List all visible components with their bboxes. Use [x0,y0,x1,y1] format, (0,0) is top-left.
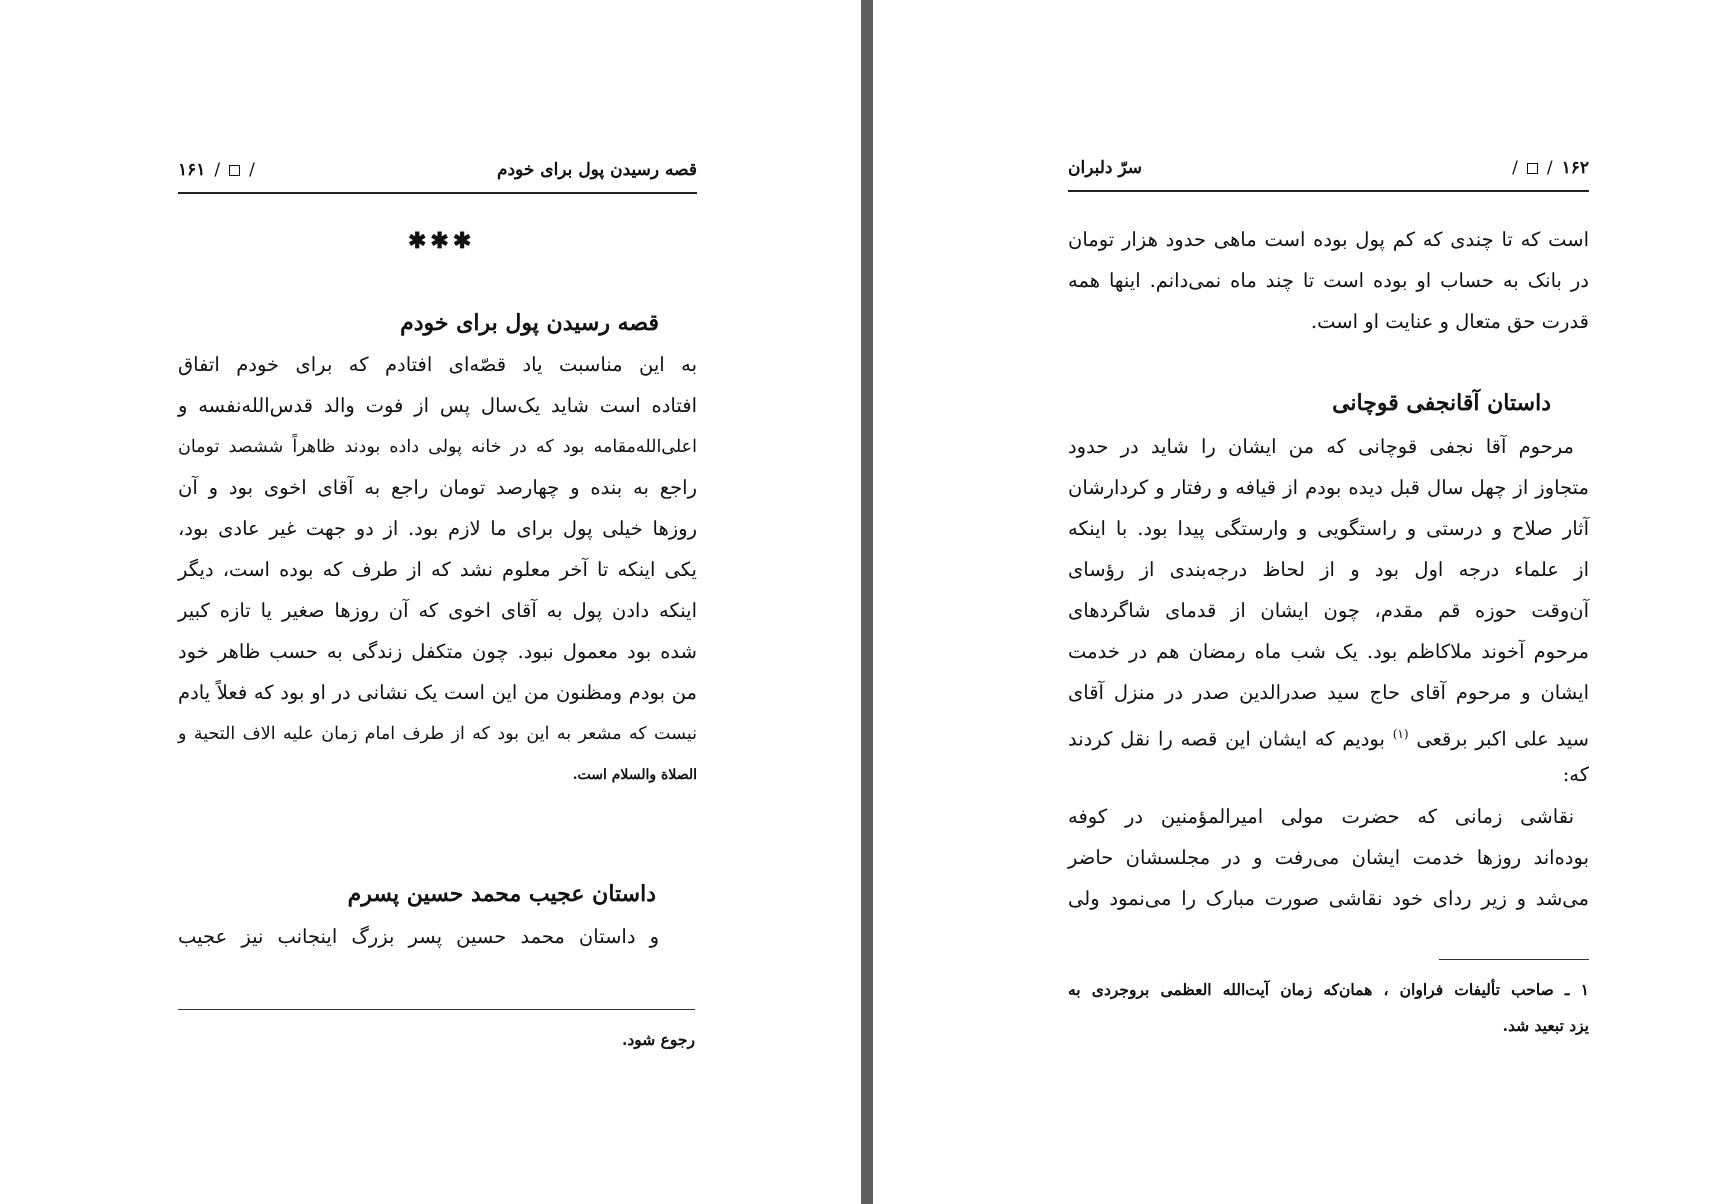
left-page-header [178,156,697,194]
paragraph-line: قدرت حق متعال و عنایت او است. [1310,310,1589,333]
right-page [873,0,1714,1204]
asterism-separator: ✱✱✱ [408,228,476,254]
paragraph-line: بوده‌اند روزها خدمت ایشان می‌رفت و در مجلسشان حاضر [1068,846,1589,869]
paragraph-line: است که تا چندی که کم پول بوده است ماهی حدود هزار تومان [1068,228,1589,251]
right-page-header [1068,154,1589,192]
paragraph-line: نقاشی زمانی که حضرت مولی امیرالمؤمنین در کوفه [1068,805,1574,828]
paragraph-line: من بودم ومظنون من این است یک نشانی در او بود که فعلاً یادم [178,681,697,704]
paragraph-line: آثار صلاح و درستی و راستگویی و وارستگی پیدا بود. با اینکه [1068,517,1589,540]
text-segment: بودیم که ایشان این قصه را نقل کردند [1068,727,1385,751]
paragraph-line: الصلاة والسلام است. [572,767,697,783]
paragraph-line: که: [1562,763,1589,786]
paragraph-line: می‌شد و زیر ردای خود نقاشی صورت مبارک را می‌نمود ولی [1068,887,1589,910]
separator-slash: / [1546,158,1553,178]
paragraph-line: روزها خیلی پول برای ما لازم بود. از دو جهت غیر عادی بود، [178,517,697,540]
paragraph-line: و داستان محمد حسین پسر بزرگ اینجانب نیز عجیب [178,925,659,948]
separator-slash: / [249,160,255,180]
paragraph-line: یکی اینکه تا آخر معلوم نشد که از طرف که بوده است، دیگر [178,558,697,581]
square-ornament-icon [229,165,240,176]
page-number-group [1503,158,1589,178]
footnote-line: یزد تبعید شد. [1502,1016,1589,1035]
paragraph-line: آن‌وقت حوزه قم مقدم، چون ایشان از قدمای شاگردهای [1068,599,1589,622]
paragraph-line: به این مناسبت یاد قصّه‌ای افتادم که برای خودم اتفاق [178,353,697,376]
paragraph-line: مرحوم آقا نجفی قوچانی که من ایشان را شاید در حدود [1068,435,1574,458]
footnote-rule [178,1009,695,1010]
running-title: قصه رسیدن پول برای خودم [496,160,697,180]
paragraph-line: اعلی‌الله‌مقامه بود که در خانه پولی داده بودند ظاهراً ششصد تومان [178,437,697,457]
running-title: سرّ دلبران [1068,158,1143,178]
footnote: رجوع شود. [621,1030,695,1049]
paragraph-line: شده بود معمول نبود. چون متکفل زندگی به حسب ظاهر خود [178,640,697,663]
page-number: ۱۶۱ [178,160,206,180]
separator-slash: / [1512,158,1518,178]
paragraph-line: متجاوز از چهل سال قبل دیده بودم از قیافه و رفتار و کردارشان [1068,476,1589,499]
section-heading: داستان آقانجفی قوچانی [1332,390,1551,416]
section-heading: داستان عجیب محمد حسین پسرم [347,881,656,907]
separator-slash: / [214,160,221,180]
paragraph-line: در بانک به حساب او بوده است تا چند ماه نمی‌دانم. اینها همه [1068,269,1589,292]
footnote-rule [1439,959,1589,960]
footnote-marker: (۱) [1392,727,1409,741]
paragraph-line: از علماء درجه اول بود و از لحاظ درجه‌بندی از رؤسای [1068,558,1589,581]
book-gutter [861,0,873,1204]
page-number-group [178,160,264,180]
section-heading: قصه رسیدن پول برای خودم [400,310,659,336]
paragraph-line: مرحوم آخوند ملاکاظم بود. یک شب ماه رمضان هم در خدمت [1068,640,1589,663]
paragraph-line: راجع به بنده و چهارصد تومان راجع به آقای اخوی بود و آن [178,476,697,499]
paragraph-line: افتاده است شاید یک‌سال پس از فوت والد قدس‌الله‌نفسه و [178,394,697,417]
square-ornament-icon [1527,163,1538,174]
paragraph-line: نیست که مشعر به این بود که از طرف امام زمان علیه الاف التحیة و [178,724,697,744]
paragraph-line-with-footnote [1068,720,1589,754]
footnote-line: ۱ ـ صاحب تألیفات فراوان ، همان‌که زمان آیت‌الله العظمی بروجردی به [1068,980,1589,999]
page-number: ۱۶۲ [1561,158,1589,178]
paragraph-line: ایشان و مرحوم آقای حاج سید صدرالدین صدر در منزل آقای [1068,681,1589,704]
paragraph-line: اینکه دادن پول به آقای اخوی که آن روزها صغیر یا تازه کبیر [178,599,697,622]
text-segment: سید علی اکبر برقعی [1416,727,1589,751]
